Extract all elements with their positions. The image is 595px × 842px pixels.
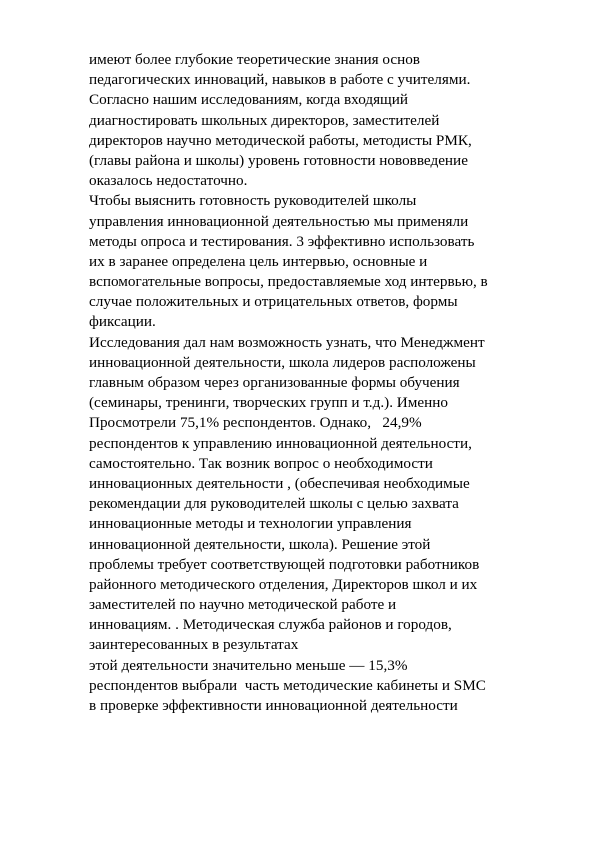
- text-line: респондентов выбрали часть методические кабинеты и SMC: [89, 676, 486, 694]
- text-line: главным образом через организованные формы обучения: [89, 374, 460, 391]
- text-line: заинтересованных в результатах: [89, 636, 299, 654]
- text-line: инновационной деятельности, школа). Решение этой: [89, 535, 431, 553]
- text-line: районного методического отделения, Директоров школ и их: [89, 575, 478, 593]
- text-line: рекомендации для руководителей школы с целью захвата: [89, 495, 459, 513]
- text-line: в проверке эффективности инновационной деятельности: [89, 697, 458, 714]
- text-line: (главы района и школы) уровень готовности нововведение: [89, 151, 468, 169]
- text-line: Просмотрели 75,1% респондентов. Однако, 24,9%: [89, 414, 422, 432]
- text-line: методы опроса и тестирования. 3 эффективно использовать: [89, 232, 475, 250]
- text-line: их в заранее определена цель интервью, основные и: [89, 252, 428, 270]
- text-line: имеют более глубокие теоретические знания основ: [89, 51, 420, 68]
- text-line: (семинары, тренинги, творческих групп и т.д.). Именно: [89, 394, 448, 412]
- text-line: инновационной деятельности, школа лидеров расположены: [89, 353, 476, 371]
- text-line: директоров научно методической работы, методисты РМК,: [89, 131, 472, 149]
- text-line: диагностировать школьных директоров, заместителей: [89, 111, 440, 129]
- text-line: респондентов к управлению инновационной деятельности,: [89, 434, 472, 452]
- text-line: Чтобы выяснить готовность руководителей школы: [89, 192, 417, 210]
- text-line: управления инновационной деятельностью мы применяли: [89, 212, 469, 230]
- text-line: педагогических инноваций, навыков в работе с учителями.: [89, 71, 471, 89]
- text-line: проблемы требует соответствующей подготовки работников: [89, 555, 480, 573]
- text-line: Согласно нашим исследованиям, когда входящий: [89, 91, 409, 109]
- text-line: заместителей по научно методической работе и: [89, 596, 397, 614]
- text-line: инновационных деятельности , (обеспечивая необходимые: [89, 474, 470, 492]
- text-line: случае положительных и отрицательных ответов, формы: [89, 293, 458, 311]
- text-line: вспомогательные вопросы, предоставляемые ход интервью, в: [89, 273, 488, 291]
- text-line: инновациям. . Методическая служба районов и городов,: [89, 616, 452, 634]
- text-line: этой деятельности значительно меньше — 15,3%: [89, 656, 408, 674]
- text-line: оказалось недостаточно.: [89, 172, 248, 190]
- body-text: [89, 50, 569, 716]
- text-line: самостоятельно. Так возник вопрос о необходимости: [89, 454, 433, 472]
- text-line: Исследования дал нам возможность узнать, что Менеджмент: [89, 333, 485, 351]
- text-line: фиксации.: [89, 313, 156, 331]
- text-line: инновационные методы и технологии управления: [89, 515, 412, 533]
